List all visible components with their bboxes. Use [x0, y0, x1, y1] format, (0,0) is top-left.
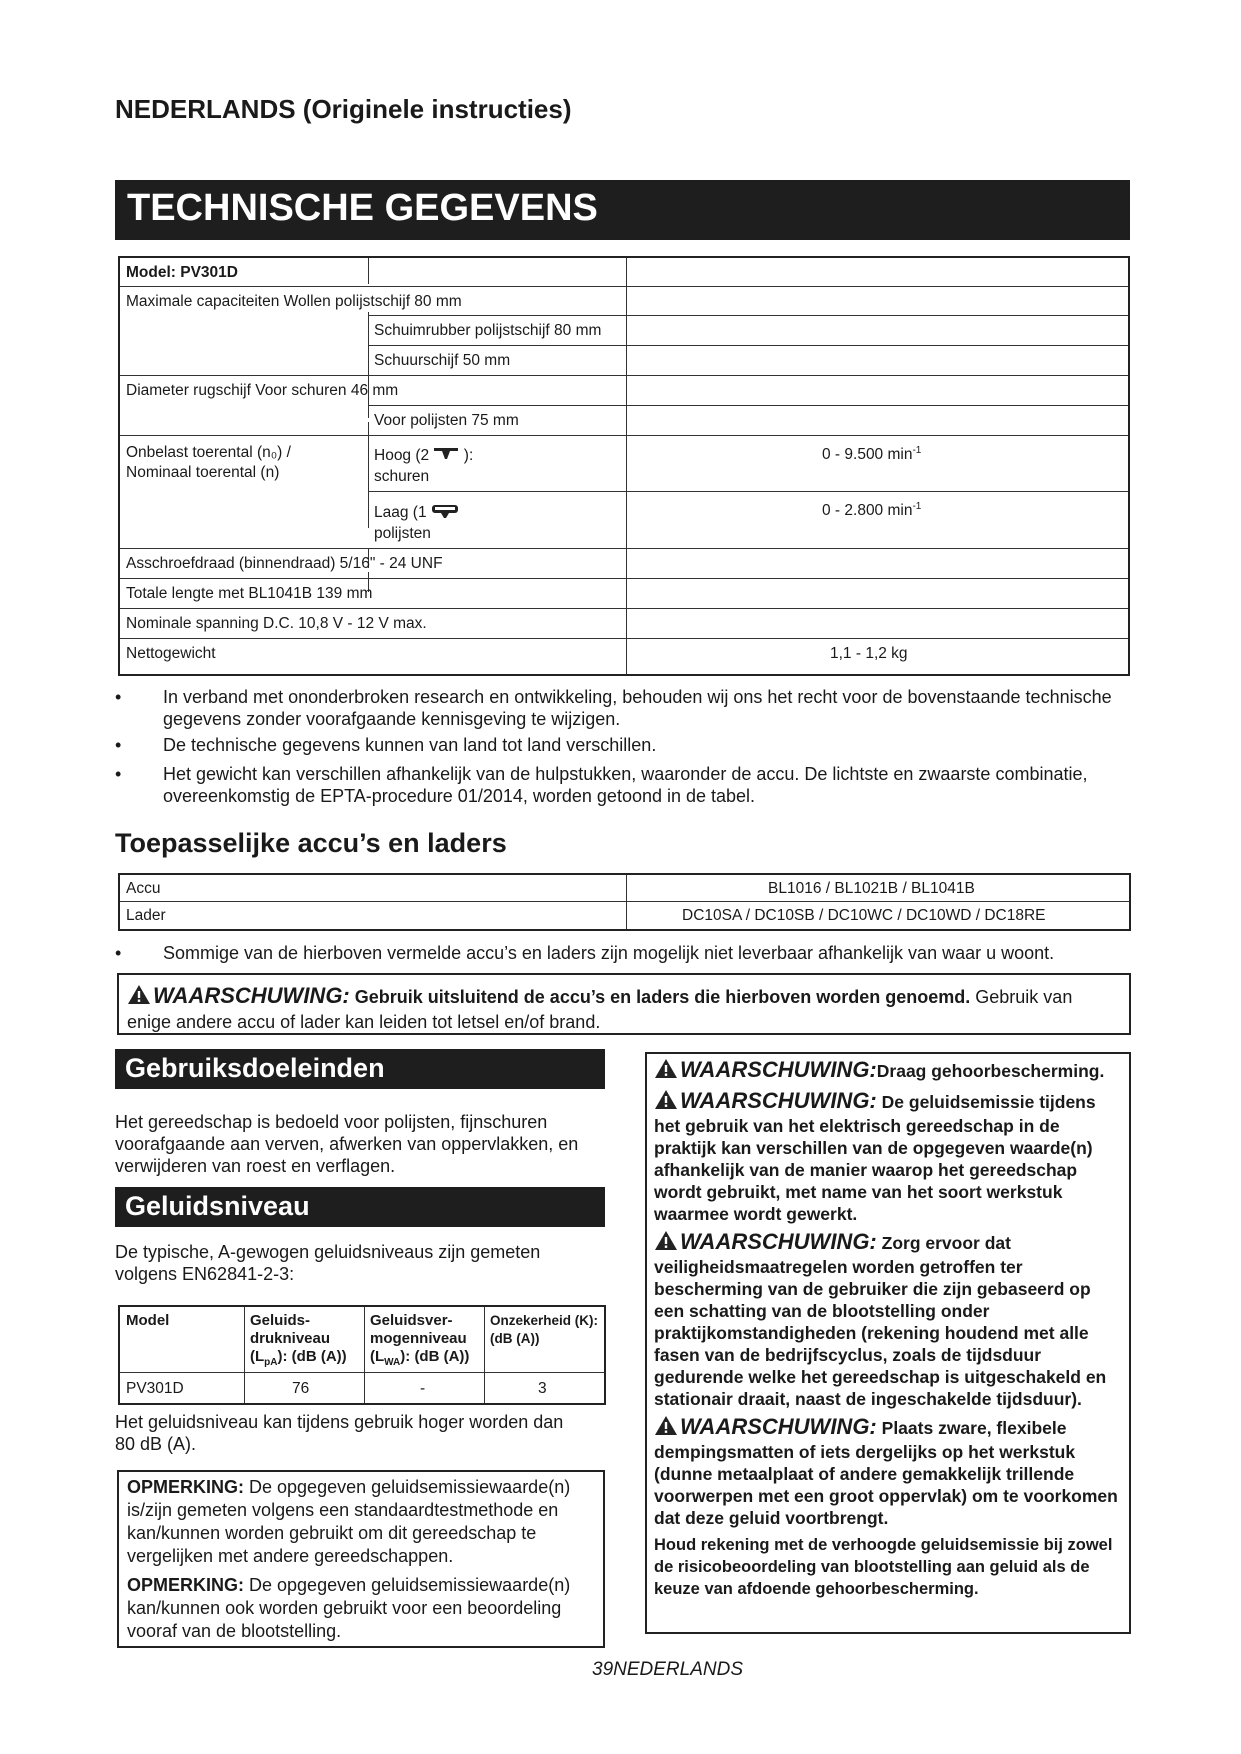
table-rule — [120, 548, 1128, 549]
warning-triangle-icon — [654, 1058, 678, 1084]
warning-safety — [654, 1230, 1123, 1410]
sanding-disc-label: Schuurschijf 50 mm — [374, 352, 511, 369]
specs-table — [118, 256, 1130, 676]
speed-label-line2: Nominaal toerental (n) — [126, 464, 280, 481]
battery-warning-text: Gebruik van enige andere accu of lader kan leiden tot letsel en/of brand. — [127, 987, 1073, 1032]
backing-pad-polish-label: Voor polijsten 75 mm — [374, 412, 519, 429]
table-divider — [244, 1307, 245, 1403]
warning-text: Plaats zware, flexibele dempingsmatten of iets dergelijks op het werkstuk (dunne metaalplaat of andere gemakkelijk trillende voorwerpen met een groot oppervlak) om te voorkomen dat deze geluid voortbrengt. — [654, 1418, 1118, 1528]
remark-2-text: De opgegeven geluidsemissiewaarde(n) kan/kunnen ook worden gebruikt voor een beoordeling vooraf van de blootstelling. — [127, 1575, 571, 1641]
noise-row-model: PV301D — [126, 1380, 184, 1397]
noise-header-power-3-text: (L — [370, 1348, 385, 1365]
spec-note — [115, 734, 1135, 756]
remark-box — [117, 1470, 605, 1648]
speed-high-label-close: ): — [463, 447, 474, 464]
speed-high-label — [374, 446, 473, 466]
table-rule — [120, 1372, 604, 1373]
speed-low-icon — [431, 503, 459, 524]
table-divider — [626, 875, 627, 929]
battery-warning-bold: Gebruik uitsluitend de accu’s en laders die hierboven worden genoemd. — [354, 987, 971, 1007]
noise-header-pressure-sub: pA — [264, 1357, 278, 1368]
table-divider — [484, 1307, 485, 1403]
warning-hearing — [654, 1058, 1123, 1084]
foam-pad-label: Schuimrubber polijstschijf 80 mm — [374, 322, 602, 339]
noise-header-pressure-3 — [250, 1348, 347, 1371]
speed-low-label — [374, 503, 459, 524]
speed-high-icon — [433, 447, 459, 466]
noise-header-pressure-2: drukniveau — [250, 1330, 331, 1347]
table-rule — [120, 608, 1128, 609]
speed-low-value-text: 0 - 2.800 min — [822, 502, 913, 520]
table-rule — [368, 315, 1128, 316]
speed-high-value — [822, 441, 921, 464]
charger-value: DC10SA / DC10SB / DC10WC / DC10WD / DC18RE — [682, 907, 1046, 924]
warning-emission — [654, 1089, 1123, 1225]
battery-warning-box — [117, 973, 1131, 1035]
table-rule — [120, 638, 1128, 639]
warning-word: WAARSCHUWING: — [680, 1414, 877, 1439]
unit-exponent: -1 — [912, 501, 922, 512]
noise-header-power-3 — [370, 1348, 469, 1371]
noise-intro: De typische, A-gewogen geluidsniveaus zijn gemeten volgens EN62841-2-3: — [115, 1242, 541, 1284]
remark-label: OPMERKING: — [127, 1575, 244, 1595]
backing-pad-label: Diameter rugschijf Voor schuren 46 mm — [126, 382, 399, 399]
warning-final-text: Houd rekening met de verhoogde geluidsemissie bij zowel de risicobeoordeling van blootstelling aan geluid als de keuze van afdoende gehoorbescherming. — [654, 1536, 1113, 1598]
noise-row-uncertainty: 3 — [538, 1380, 547, 1397]
noise-header-power-2: mogenniveau — [370, 1330, 467, 1347]
speed-high-mode: schuren — [374, 468, 430, 485]
noise-header-pressure-3-text: (L — [250, 1348, 265, 1365]
spec-note — [115, 763, 1135, 807]
table-rule — [368, 345, 1128, 346]
spec-note-text: Het gewicht kan verschillen afhankelijk van de hulpstukken, waaronder de accu. De lichtste en zwaarste combinatie, overeenkomstig de EPTA-procedure 01/2014, worden getoond in de tabel. — [163, 764, 1088, 806]
noise-header-uncertainty-1: Onzekerheid (K): — [490, 1313, 599, 1328]
speed-high-label-text: Hoog (2 — [374, 447, 430, 464]
warning-damping — [654, 1415, 1123, 1529]
intended-use-text: Het gereedschap is bedoeld voor polijsten, fijnschuren voorafgaande aan verven, afwerken van oppervlakken, en verwijderen van roest en verflagen. — [115, 1112, 579, 1176]
bullet: • — [115, 943, 122, 963]
table-rule — [368, 405, 1128, 406]
capacities-label: Maximale capaciteiten Wollen polijstschijf 80 mm — [126, 293, 462, 310]
noise-header-pressure-3-unit: ): (dB (A)) — [277, 1348, 347, 1365]
noise-header-power-1: Geluidsver- — [370, 1312, 453, 1329]
warning-word: WAARSCHUWING: — [680, 1088, 877, 1113]
speed-low-label-text: Laag (1 — [374, 504, 427, 521]
remark-label: OPMERKING: — [127, 1477, 244, 1497]
bullet: • — [115, 764, 122, 784]
unit-exponent: -1 — [912, 445, 922, 456]
noise-row-power: - — [420, 1380, 426, 1397]
section-heading-batteries: Toepasselijke accu’s en laders — [115, 828, 507, 858]
battery-value: BL1016 / BL1021B / BL1041B — [768, 880, 975, 897]
section-banner-noise: Geluidsniveau — [115, 1187, 605, 1227]
speed-low-mode: polijsten — [374, 525, 431, 542]
remark-1 — [127, 1476, 595, 1568]
warning-triangle-icon — [127, 984, 151, 1011]
warning-triangle-icon — [654, 1230, 678, 1256]
thread-label: Asschroefdraad (binnendraad) 5/16" - 24 UNF — [126, 555, 443, 572]
warning-text: Zorg ervoor dat veiligheidsmaatregelen worden getroffen ter bescherming van de gebruiker die zijn gebaseerd op een schatting van de blootstelling onder praktijkomstandigheden (rekening houdend met alle fasen van de bedrijfscyclus, zoals de tijdsduur gedurende welke het gereedschap is uitgeschakeld en stationair draait, naast de ingeschakelde tijdsduur). — [654, 1233, 1107, 1409]
weight-value: 1,1 - 1,2 kg — [830, 645, 908, 662]
spec-note — [115, 686, 1135, 730]
warning-word: WAARSCHUWING: — [153, 983, 350, 1008]
warning-word: WAARSCHUWING: — [680, 1229, 877, 1254]
length-label: Totale lengte met BL1041B 139 mm — [126, 585, 373, 602]
section-banner-intended-use: Gebruiksdoeleinden — [115, 1049, 605, 1089]
voltage-label: Nominale spanning D.C. 10,8 V - 12 V max. — [126, 615, 427, 632]
battery-table — [118, 873, 1131, 931]
noise-row-pressure: 76 — [292, 1380, 310, 1397]
warning-triangle-icon — [654, 1415, 678, 1441]
noise-header-power-sub: WA — [384, 1357, 401, 1368]
speed-high-value-text: 0 - 9.500 min — [822, 446, 913, 464]
noise-warning-box — [645, 1052, 1131, 1634]
battery-label: Accu — [126, 880, 161, 897]
spec-note-text: De technische gegevens kunnen van land tot land verschillen. — [163, 735, 657, 755]
spec-note-text: In verband met ononderbroken research en ontwikkeling, behouden wij ons het recht voor de bovenstaande technische gegevens zonder voorafgaande kennisgeving te wijzigen. — [163, 687, 1112, 729]
speed-low-value — [822, 497, 921, 520]
table-rule — [120, 286, 1128, 287]
table-rule — [120, 578, 1128, 579]
battery-note — [115, 942, 1145, 964]
noise-header-power-3-unit: ): (dB (A)) — [400, 1348, 470, 1365]
table-rule — [120, 901, 1129, 902]
noise-header-uncertainty-2: (dB (A)) — [490, 1331, 540, 1346]
bullet: • — [115, 735, 122, 755]
bullet: • — [115, 687, 122, 707]
page-language-heading: NEDERLANDS (Originele instructies) — [115, 94, 572, 124]
table-rule — [120, 435, 1128, 436]
warning-word: WAARSCHUWING: — [680, 1057, 877, 1082]
table-rule — [120, 375, 1128, 376]
charger-label: Lader — [126, 907, 166, 924]
model-label: Model: PV301D — [126, 264, 238, 281]
noise-header-pressure-1: Geluids- — [250, 1312, 311, 1329]
table-divider — [626, 258, 627, 674]
page-footer: 39NEDERLANDS — [592, 1659, 743, 1680]
noise-header-model: Model — [126, 1312, 170, 1329]
speed-label-line1: Onbelast toerental (n₀) / — [126, 444, 291, 461]
remark-1-text: De opgegeven geluidsemissiewaarde(n) is/zijn gemeten volgens een standaardtestmethode en kan/kunnen worden gebruikt om dit gereedschap te vergelijken met andere gereedschappen. — [127, 1477, 571, 1566]
table-rule — [368, 491, 1128, 492]
remark-2 — [127, 1574, 595, 1643]
table-divider — [368, 258, 369, 284]
table-divider — [368, 312, 369, 418]
warning-text: Draag gehoorbescherming. — [876, 1061, 1105, 1081]
section-banner-technical-data: TECHNISCHE GEGEVENS — [115, 180, 1130, 240]
table-divider — [368, 422, 369, 528]
table-divider — [364, 1307, 365, 1403]
warning-triangle-icon — [654, 1089, 678, 1115]
battery-note-text: Sommige van de hierboven vermelde accu’s en laders zijn mogelijk niet leverbaar afhankelijk van waar u woont. — [163, 943, 1055, 963]
noise-table — [118, 1305, 606, 1405]
weight-label: Nettogewicht — [126, 645, 216, 662]
warning-text: De geluidsemissie tijdens het gebruik van het elektrisch gereedschap in de praktijk kan verschillen van de opgegeven waarde(n) afhankelijk van de manier waarop het gereedschap wordt gebruikt, met name van het soort werkstuk waarmee wordt gewerkt. — [654, 1092, 1096, 1224]
noise-after-text: Het geluidsniveau kan tijdens gebruik hoger worden dan 80 dB (A). — [115, 1412, 564, 1454]
